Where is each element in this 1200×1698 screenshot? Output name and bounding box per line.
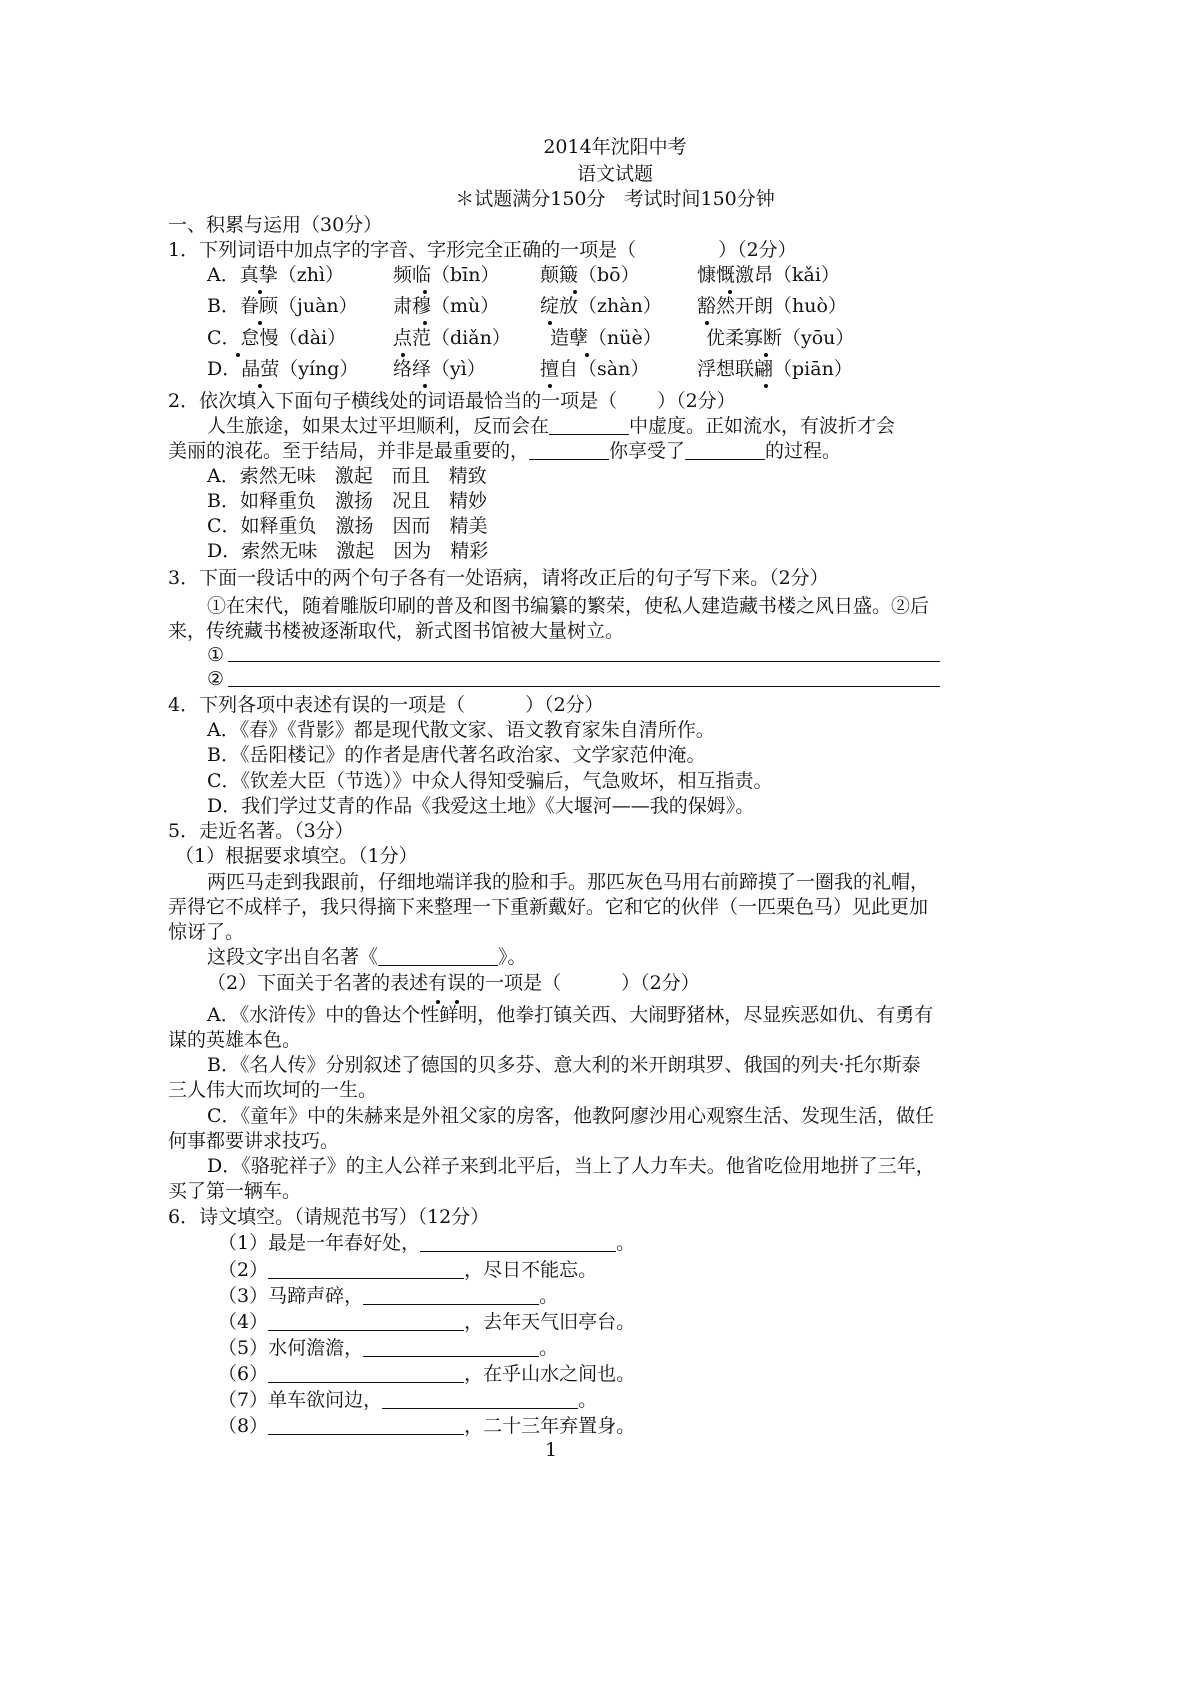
q6-item-8: （8） ，二十三年弃置身。 — [218, 1415, 636, 1437]
q6-blank-2[interactable] — [268, 1259, 464, 1279]
q5-option-c-line1: C．《童年》中的朱赫来是外祖父家的房客，他教阿廖沙用心观察生活、发现生活，做任 — [207, 1105, 935, 1127]
q5-source-line: 这段文字出自名著《 》。 — [207, 946, 527, 968]
q1-option-d-word1: D．晶萤（yíng） — [207, 358, 359, 380]
q6-blank-4[interactable] — [268, 1311, 464, 1331]
section-heading: 一、积累与运用（30分） — [168, 214, 383, 236]
q5-option-d-line2: 买了第一辆车。 — [168, 1180, 302, 1202]
q4-option-b: B．《岳阳楼记》的作者是唐代著名政治家、文学家范仲淹。 — [207, 744, 706, 766]
q6-stem: 6．诗文填空。（请规范书写）（12分） — [168, 1206, 490, 1228]
q1-option-d-word3: 擅自（sàn） — [540, 358, 650, 380]
q5-option-a-line2: 谋的英雄本色。 — [168, 1029, 302, 1051]
q5-book-blank[interactable] — [378, 946, 498, 966]
q3-stem: 3．下面一段话中的两个句子各有一处语病，请将改正后的句子写下来。（2分） — [168, 567, 829, 589]
q1-option-d-word4: 浮想联翩（piān） — [697, 358, 853, 380]
q5-stem: 5．走近名著。（3分） — [168, 820, 354, 842]
q6-blank-3[interactable] — [363, 1285, 539, 1305]
q5-option-c-line2: 何事都要讲求技巧。 — [168, 1130, 340, 1152]
q2-option-b: B．如释重负 激扬 况且 精妙 — [207, 490, 487, 512]
q2-blank-2[interactable] — [529, 440, 609, 460]
q6-item-4: （4） ，去年天气旧亭台。 — [218, 1311, 636, 1333]
exam-title: 2014年沈阳中考 — [543, 136, 687, 158]
q5-passage-line2: 弄得它不成样子，我只得摘下来整理一下重新戴好。它和它的伙伴（一匹栗色马）见此更加 — [168, 896, 929, 918]
q1-option-d-word2: 络绎（yì） — [393, 358, 486, 380]
q1-option-c-word2: 点范（diǎn） — [393, 327, 511, 349]
q4-option-c: C．《钦差大臣（节选）》中众人得知受骗后，气急败坏，相互指责。 — [207, 770, 773, 792]
q1-option-c-word1: C．怠慢（dài） — [207, 327, 347, 349]
q1-option-c-word4: 优柔寡断（yōu） — [706, 327, 855, 349]
q5-sub1: （1）根据要求填空。（1分） — [175, 845, 418, 867]
q3-passage-line1: ①在宋代，随着雕版印刷的普及和图书编纂的繁荣，使私人建造藏书楼之风日盛。②后 — [207, 595, 930, 617]
page-number: 1 — [544, 1439, 558, 1461]
q5-passage-line3: 惊讶了。 — [168, 921, 245, 943]
q6-item-1: （1）最是一年春好处， 。 — [218, 1232, 636, 1254]
exam-subtitle: 语文试题 — [576, 163, 653, 185]
q6-item-6: （6） ，在乎山水之间也。 — [218, 1363, 636, 1385]
q1-option-b-word2: 肃穆（mù） — [393, 295, 500, 317]
q1-option-a-word2: 频临（bīn） — [393, 264, 500, 286]
q2-option-a: A．索然无味 激起 而且 精致 — [207, 465, 487, 487]
q1-option-b-word3: 绽放（zhàn） — [540, 295, 662, 317]
q1-option-a-word4: 慷慨激昂（kǎi） — [697, 264, 840, 286]
exam-info: ＊试题满分150分 考试时间150分钟 — [455, 188, 775, 210]
q3-answer-line-2[interactable] — [228, 686, 940, 687]
q6-item-7: （7）单车欲问边， 。 — [218, 1389, 598, 1411]
q5-option-a-line1: A．《水浒传》中的鲁达个性鲜明，他拳打镇关西、大闹野猪林，尽显疾恶如仇、有勇有 — [207, 1004, 934, 1026]
q5-passage-line1: 两匹马走到我跟前，仔细地端详我的脸和手。那匹灰色马用右前蹄摸了一圈我的礼帽， — [207, 871, 930, 893]
q6-blank-1[interactable] — [420, 1232, 616, 1252]
q4-option-d: D．我们学过艾青的作品《我爱这土地》《大堰河——我的保姆》。 — [207, 795, 755, 817]
q6-item-5: （5）水何澹澹， 。 — [218, 1337, 559, 1359]
q2-option-c: C．如释重负 激扬 因而 精美 — [207, 515, 488, 537]
q2-blank-3[interactable] — [685, 440, 765, 460]
q6-item-2: （2） ，尽日不能忘。 — [218, 1259, 598, 1281]
q2-stem: 2．依次填入下面句子横线处的词语最恰当的一项是（ ）（2分） — [168, 390, 736, 412]
q6-blank-6[interactable] — [268, 1363, 464, 1383]
q2-passage-line2: 美丽的浪花。至于结局，并非是最重要的， 你享受了 的过程。 — [168, 440, 842, 462]
q2-passage-line1: 人生旅途，如果太过平坦顺利，反而会在 中虚度。正如流水，有波折才会 — [207, 415, 896, 437]
q4-option-a: A．《春》《背影》都是现代散文家、语文教育家朱自清所作。 — [207, 719, 715, 741]
q1-option-c-word3: 造孽（nüè） — [550, 327, 662, 349]
q1-stem: 1．下列词语中加点字的字音、字形完全正确的一项是（ ）（2分） — [168, 239, 797, 261]
q5-option-b-line1: B．《名人传》分别叙述了德国的贝多芬、意大利的米开朗琪罗、俄国的列夫·托尔斯泰 — [207, 1054, 921, 1076]
q1-option-b-word1: B．眷顾（juàn） — [207, 295, 358, 317]
q5-option-d-line1: D．《骆驼祥子》的主人公祥子来到北平后，当上了人力车夫。他省吃俭用地拼了三年， — [207, 1155, 935, 1177]
q1-option-b-word4: 豁然开朗（huò） — [697, 295, 847, 317]
q3-answer-mark-2: ② — [207, 668, 225, 690]
q3-answer-mark-1: ① — [207, 644, 225, 666]
q4-stem: 4．下列各项中表述有误的一项是（ ）（2分） — [168, 694, 604, 716]
q5-option-b-line2: 三人伟大而坎坷的一生。 — [168, 1079, 378, 1101]
q5-sub2: （2）下面关于名著的表述有误的一项是（ ）（2分） — [207, 970, 700, 997]
q3-passage-line2: 来，传统藏书楼被逐渐取代，新式图书馆被大量树立。 — [168, 620, 625, 642]
q1-option-a-word3: 颠簸（bō） — [540, 264, 640, 286]
q6-blank-5[interactable] — [363, 1337, 539, 1357]
q6-blank-8[interactable] — [268, 1415, 464, 1435]
q2-blank-1[interactable] — [549, 415, 629, 435]
q1-option-a-word1: A．真挚（zhì） — [207, 264, 345, 286]
q6-blank-7[interactable] — [382, 1389, 578, 1409]
q3-answer-line-1[interactable] — [228, 661, 940, 662]
q2-option-d: D．索然无味 激起 因为 精彩 — [207, 540, 489, 562]
q6-item-3: （3）马蹄声碎， 。 — [218, 1285, 559, 1307]
